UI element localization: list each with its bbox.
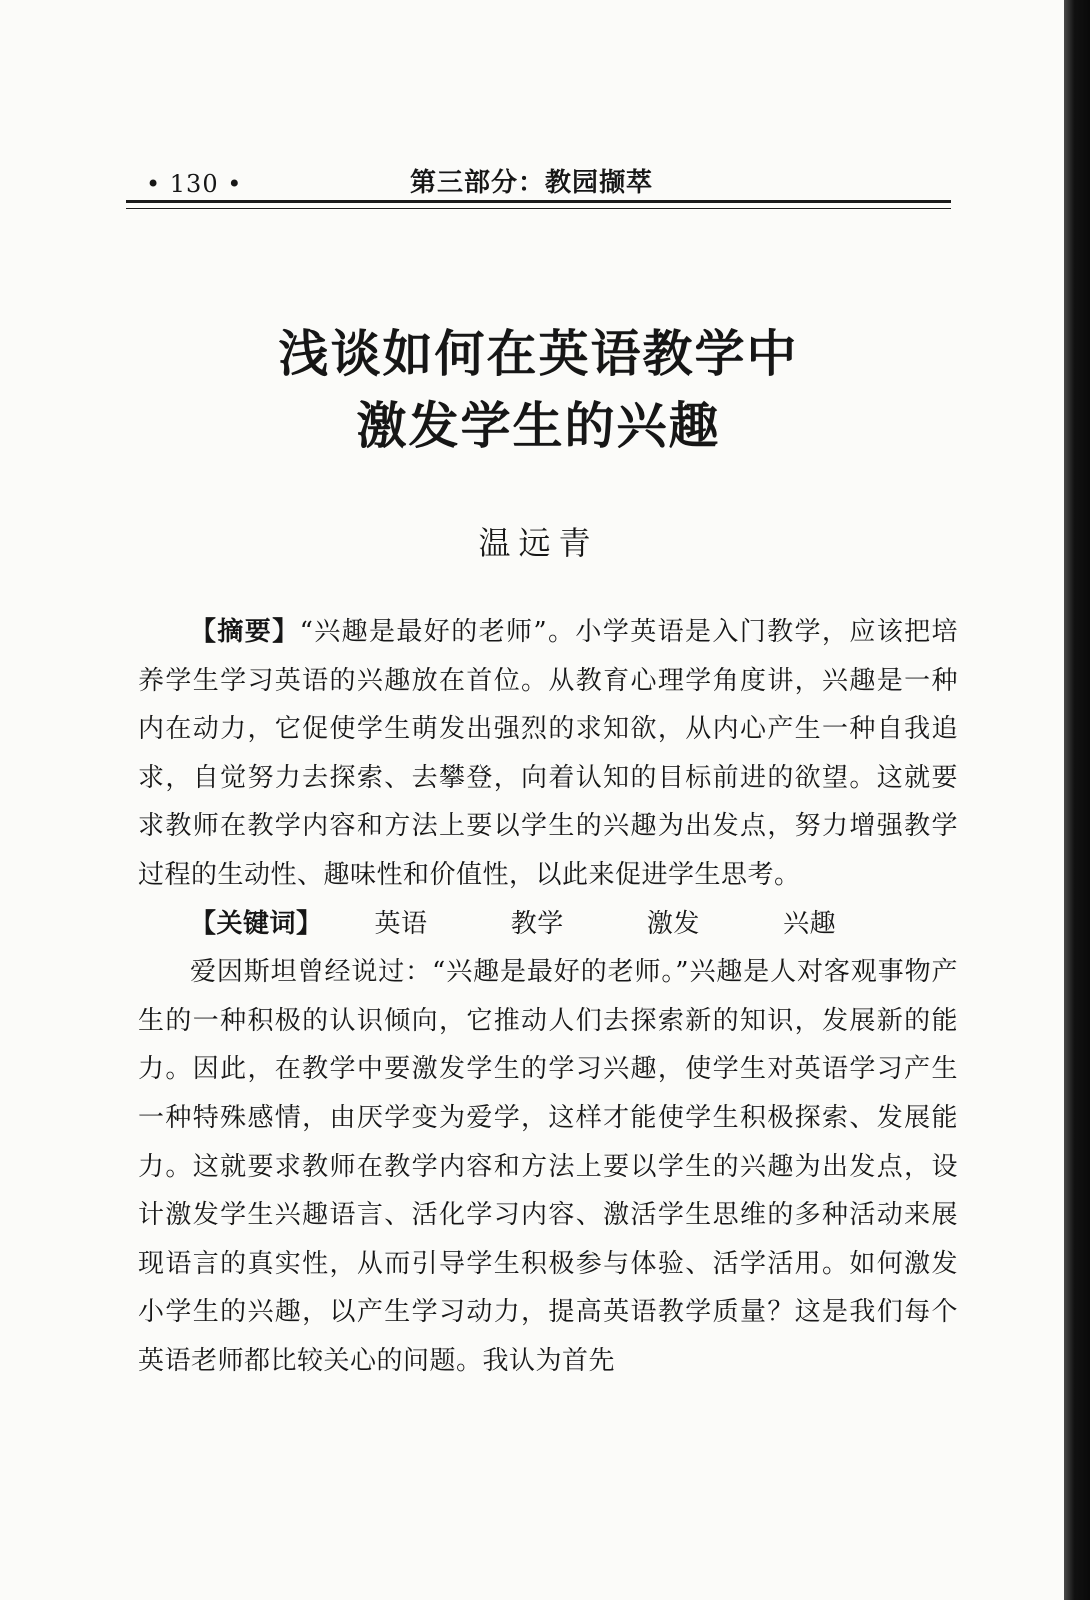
header-rule-thin (126, 208, 951, 209)
author-name: 温远青 (478, 524, 599, 562)
keywords-label: 【关键词】 (190, 908, 323, 939)
keyword: 教学 (510, 908, 564, 939)
article-title (126, 318, 951, 462)
title-line-2: 激发学生的兴趣 (356, 396, 721, 455)
title-line-1: 浅谈如何在英语教学中 (278, 324, 799, 383)
keyword: 激发 (646, 908, 700, 939)
keyword: 兴趣 (783, 908, 837, 939)
abstract-paragraph (138, 608, 958, 900)
abstract-text: “兴趣是最好的老师”。小学英语是入门教学，应该把培养学生学习英语的兴趣放在首位。从教育心理学角度讲，兴趣是一种内在动力，它促使学生萌发出强烈的求知欲，从内心产生一种自我追求，自觉努力去探索、去攀登，向着认知的目标前进的欲望。这就要求教师在教学内容和方法上要以学生的兴趣为出发点，努力增强教学过程的生动性、趣味性和价值性，以此来促进学生思考。 (138, 617, 958, 890)
header-rule-thick (126, 200, 951, 203)
page-number: • 130 • (146, 170, 243, 198)
keyword: 英语 (374, 908, 428, 939)
section-title: 第三部分：教园撷萃 (410, 168, 654, 198)
scan-edge-shadow (1064, 0, 1090, 1600)
keywords-paragraph (138, 900, 958, 949)
body-paragraph: 爱因斯坦曾经说过：“兴趣是最好的老师。”兴趣是人对客观事物产生的一种积极的认识倾向，它推动人们去探索新的知识，发展新的能力。因此，在教学中要激发学生的学习兴趣，使学生对英语学习产生一种特殊感情，由厌学变为爱学，这样才能使学生积极探索、发展能力。这就要求教师在教学内容和方法上要以学生的兴趣为出发点，设计激发学生兴趣语言、活化学习内容、激活学生思维的多种活动来展现语言的真实性，从而引导学生积极参与体验、活学活用。如何激发小学生的兴趣，以产生学习动力，提高英语教学质量？这是我们每个英语老师都比较关心的问题。我认为首先 (138, 957, 958, 1376)
abstract-label: 【摘要】 (190, 617, 300, 647)
article-body (138, 608, 958, 1386)
